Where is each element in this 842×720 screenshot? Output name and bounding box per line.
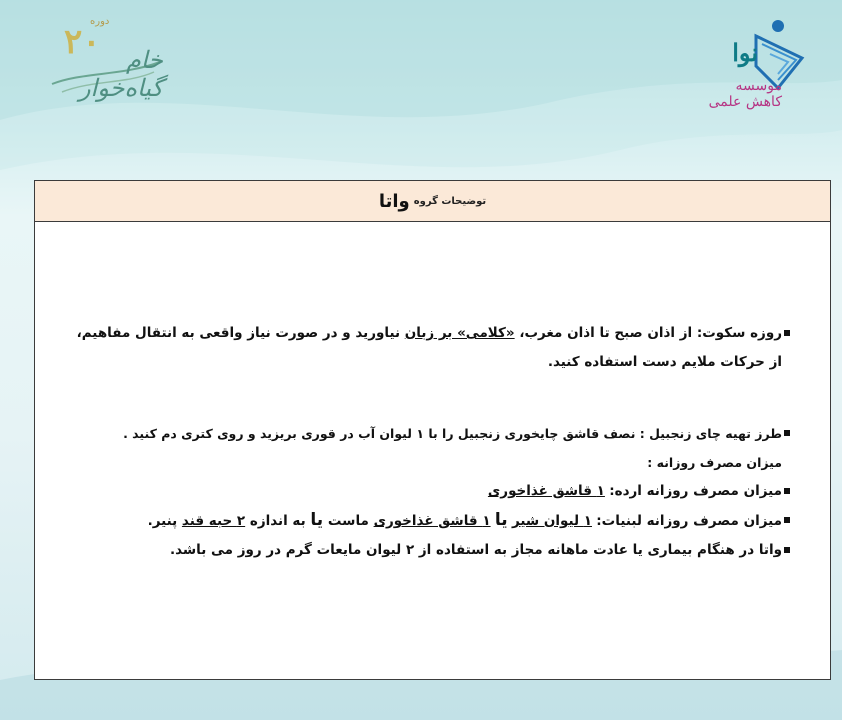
list-item <box>35 506 832 536</box>
dairy-yogurt: ماست <box>323 513 374 529</box>
bullet-icon <box>784 330 790 336</box>
ginger-tea-text: طرز تهیه چای زنجبیل : نصف قاشق چایخوری زنجبیل را با ۱ لیوان آب در قوری بریزید و روی کتری دم کنید . <box>123 426 782 441</box>
daily-usage-label: میزان مصرف روزانه : <box>647 455 782 470</box>
dairy-cheese: پنیر. <box>147 513 182 529</box>
dairy-sugar-cube: ۲ حبه قند <box>181 513 246 529</box>
dairy-milk: ۱ لیوان شیر <box>511 513 592 529</box>
bullet-icon <box>784 488 790 494</box>
header-prefix: توضیحات گروه <box>413 195 487 207</box>
list-item <box>35 536 832 565</box>
description-panel <box>34 180 831 680</box>
event-logo <box>42 14 167 102</box>
silence-text-underlined: «کلامی» بر زبان <box>404 325 515 341</box>
event-title: خام گیاه‌خوار <box>78 46 163 102</box>
dairy-spoon: ۱ قاشق غذاخوری <box>373 513 491 529</box>
list-item <box>35 477 832 506</box>
edition-label: دوره <box>90 16 110 27</box>
dairy-label: میزان مصرف روزانه لبنیات: <box>596 513 782 529</box>
silence-text-line2: از حرکات ملایم دست استفاده کنید. <box>547 354 782 370</box>
silence-text-b: نیاورید و در صورت نیاز واقعی به انتقال مفاهیم، <box>76 325 405 341</box>
tahini-label: میزان مصرف روزانه ارده: <box>609 483 782 499</box>
institute-subtitle: موسسه کاهش علمی <box>708 78 782 110</box>
silence-text-a: روزه سکوت: از اذان صبح تا اذان مغرب، <box>514 325 782 341</box>
dairy-size-text: به اندازه <box>245 513 311 529</box>
bullet-icon <box>784 517 790 523</box>
dairy-or-1: یا <box>494 510 508 530</box>
panel-content <box>35 319 832 565</box>
list-item <box>35 319 832 377</box>
bullet-icon <box>784 430 790 436</box>
header-title: واتا <box>378 190 410 212</box>
dairy-or-2: یا <box>310 510 324 530</box>
tahini-value: ۱ قاشق غذاخوری <box>487 483 605 499</box>
bullet-icon <box>784 547 790 553</box>
institute-logo <box>698 14 812 110</box>
list-item <box>35 419 832 477</box>
edition-number: ۲۰ <box>64 22 101 62</box>
illness-rule-text: واتا در هنگام بیماری یا عادت ماهانه مجاز به استفاده از ۲ لیوان مایعات گرم در روز می باشد. <box>169 542 782 558</box>
panel-header <box>35 181 830 222</box>
institute-name: نوا <box>732 38 758 67</box>
